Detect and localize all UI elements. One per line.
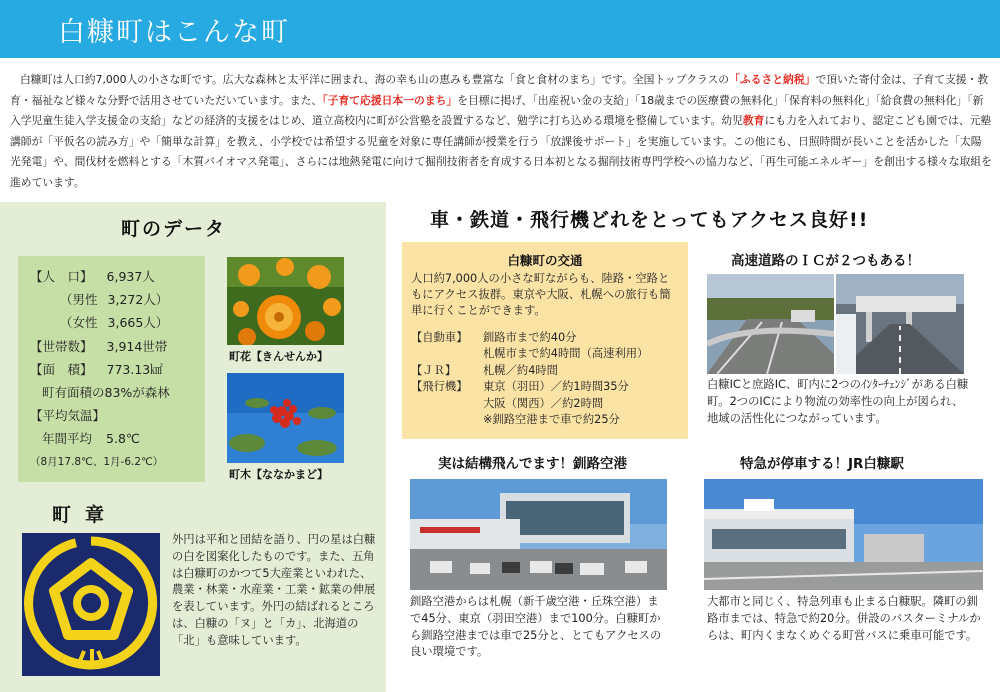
traffic-jr-row: 【ＪＲ】 札幌／約4時間 [411,363,558,377]
ic-description: 白糠ICと庶路IC、町内に2つのｲﾝﾀｰﾁｪﾝｼﾞがある白糠町。2つのICにより物流の効率性の向上が図られ、地域の活性化につながっています。 [707,378,969,425]
traffic-plane-row-2: 大阪（関西）／約2時間 [483,396,604,410]
station-photo [704,479,983,590]
stat-area: 【面 積】 773.13㎢ [30,361,163,377]
town-tree-photo [227,373,344,463]
stat-female: （女性 3,665人） [60,315,169,331]
ic-photo-1 [707,274,834,374]
traffic-box [402,242,688,439]
shiranuka-station-image [704,479,983,590]
highlight-kyoiku: 教育 [742,114,765,127]
town-crest [22,533,160,676]
stat-population: 【人 口】 6,937人 [30,269,155,284]
ic-photo-2 [836,274,964,374]
access-title: 車・鉄道・飛行機どれをとってもアクセス良好!! [430,209,869,231]
stat-temp-note: （8月17.8℃、1月-6.2℃） [30,455,164,468]
airport-photo [410,479,667,590]
traffic-plane-row: 【飛行機】 東京（羽田）／約1時間35分 [411,380,629,394]
town-data-title: 町のデータ [121,218,227,240]
town-flower-caption: 町花【きんせんか】 [229,350,328,363]
station-title: 特急が停車する！JR白糠駅 [740,456,904,472]
intro-text-4: にも力を入れており、認定こども園では、元塾講師が「平仮名の読み方」や「簡単な計算」を教え、小学校では希望する児童を対象に専任講師が授業を行う「放課後サポート」を実施しています。この他にも、日照時間が長いことを活かした「太陽光発電」や、間伐材を燃料とする「木質バイオマス発電」、さらには地熱発電に向けて掘削技術者を育成する日本初となる掘削技術専門学校への協力など、「再生可能エネルギー」を創出する様々な取組を進めています。 [10,114,992,189]
traffic-car-row-2: 札幌市まで約4時間（高速利用） [483,347,649,361]
kushiro-airport-image [410,479,667,590]
station-description: 大都市と同じく、特急列車も止まる白糠駅。隣町の釧路市までは、特急で約20分。併設のバスターミナルからは、町内くまなくめぐる町営バスに乗車可能です。 [707,595,981,642]
rowan-image [227,373,344,463]
stat-forest: 町有面積の83%が森林 [42,385,170,401]
crest-description: 外円は平和と団結を語り、円の星は白糠の白を図案化したものです。また、五角は白糠町のかつて5大産業といわれた、農業・林業・水産業・工業・鉱業の伸展を表しています。外円の結ばれるところは、白糠の「ヌ」と「カ」、北海道の「北」も意味しています。 [172,533,376,647]
stat-temp-annual: 年間平均 5.8℃ [42,431,140,447]
intro-text-2: で頂いた寄付金は、子育て支援・教育・福祉など様々な分野で活用させていただいています。また、 [10,73,989,107]
airport-description: 釧路空港からは札幌（新千歳空港・丘珠空港）まで45分、東京（羽田空港）まで100分。白糠町から釧路空港までは車で25分と、とてもアクセスの良い環境です。 [410,595,662,659]
airport-title: 実は結構飛んでます！釧路空港 [438,456,627,472]
highlight-kosodate: 「子育て応援日本一のまち」 [322,93,458,107]
traffic-title: 白糠町の交通 [507,253,583,268]
stat-temp-label: 【平均気温】 [30,408,106,424]
crest-title: 町章 [52,504,119,526]
ic-title: 高速道路のＩＣが２つもある！ [731,253,920,269]
page-title: 白糠町はこんな町 [58,17,290,48]
traffic-plane-note: ※釧路空港まで車で約25分 [483,413,620,427]
crest-icon [22,533,160,676]
header-banner [0,0,1000,58]
stat-households: 【世帯数】 3,914世帯 [30,338,168,354]
town-tree-caption: 町木【ななかまど】 [229,468,328,481]
town-stats-box [18,256,205,482]
toll-gate-image [836,274,964,374]
traffic-list [411,330,688,429]
intro-paragraph [10,70,992,193]
marigold-image [227,257,344,345]
highlight-furusato: 「ふるさと納税」 [729,73,816,86]
traffic-car-row: 【自動車】 釧路市まで約40分 [411,330,577,344]
highway-ic-image [707,274,834,374]
intro-text-1: 白糠町は人口約7,000人の小さな町です。広大な森林と太平洋に囲まれ、海の幸も山の恵みも豊富な「食と食材のまち」です。全国トップクラスの [20,73,730,86]
stat-male: （男性 3,272人） [60,292,169,308]
traffic-description: 人口約7,000人の小さな町ながらも、陸路・空路ともにアクセス抜群。東京や大阪、札幌への旅行も簡単に行くことができます。 [411,272,671,318]
intro-text-3: を目標に掲げ、「出産祝い金の支給」「18歳までの医療費の無料化」「保育料の無料化」「給食費の無料化」「新入学児童生徒入学支援金の支給」などの経済的支援をはじめ、道立高校内に町が公営塾を設置するなど、勉学に打ち込める環境を整備しています。幼児 [10,93,984,127]
town-flower-photo [227,257,344,345]
